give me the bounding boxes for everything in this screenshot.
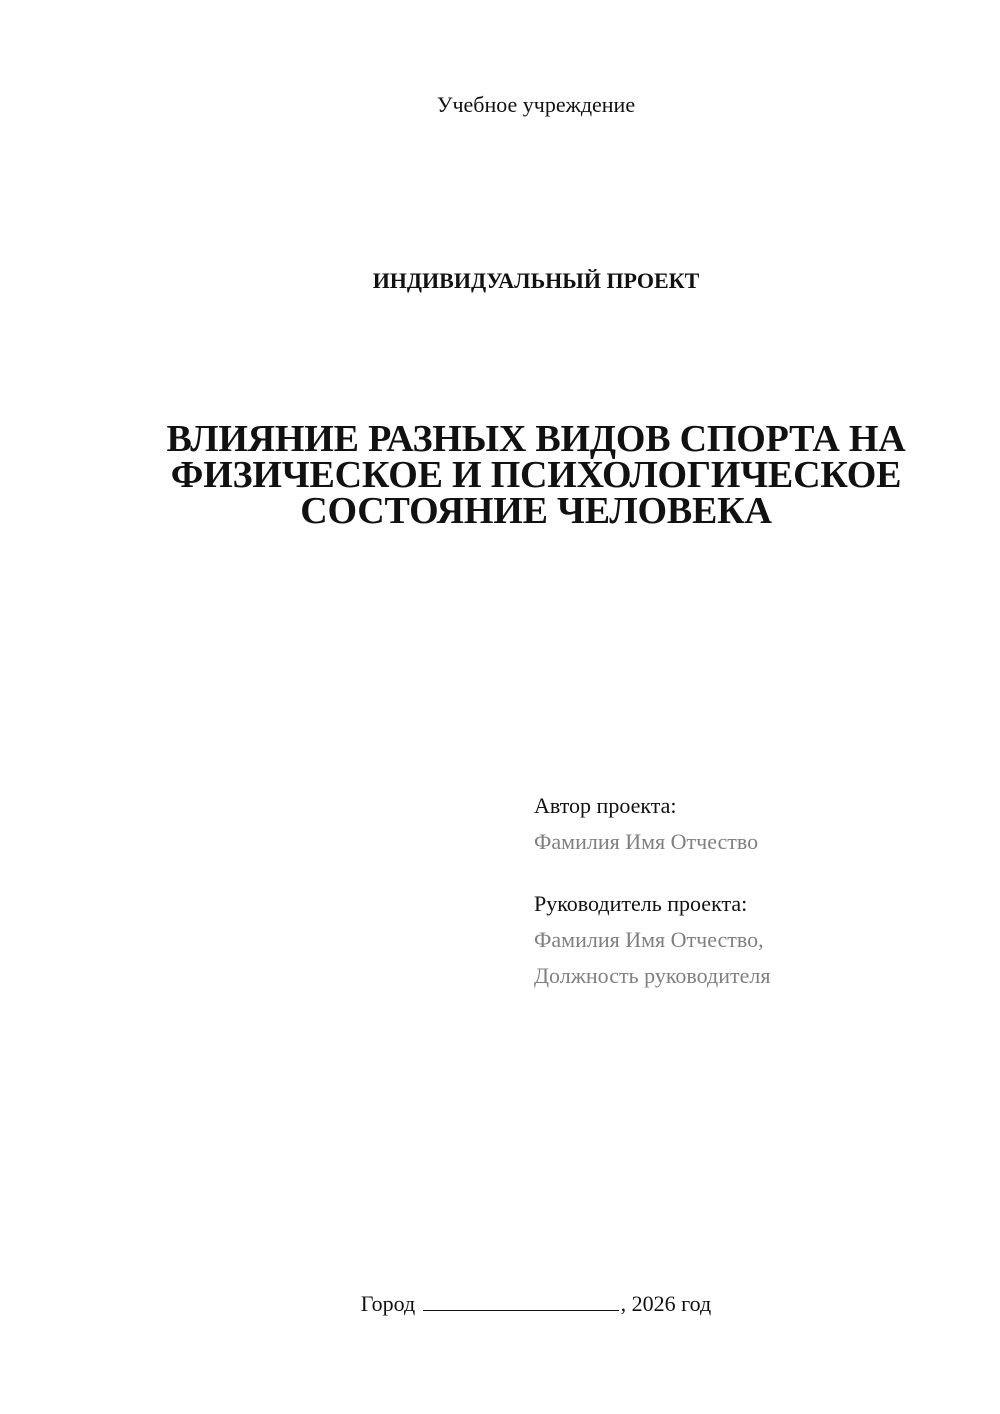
author-name-placeholder: Фамилия Имя Отчество [534, 829, 759, 854]
year-text: , 2026 год [620, 1291, 712, 1316]
credits-spacer [534, 860, 974, 886]
city-blank-line [423, 1292, 619, 1311]
footer-city-year [0, 1290, 1000, 1318]
project-title-line-2: ФИЗИЧЕСКОЕ И ПСИХОЛОГИЧЕСКОЕ [170, 454, 902, 496]
credits-block [534, 788, 974, 994]
supervisor-name-placeholder: Фамилия Имя Отчество, [534, 927, 764, 952]
institution-name: Учебное учреждение [436, 92, 636, 117]
project-title [100, 418, 972, 532]
project-title-line-3: СОСТОЯНИЕ ЧЕЛОВЕКА [300, 490, 772, 532]
supervisor-label: Руководитель проекта: [534, 891, 748, 916]
supervisor-position-placeholder: Должность руководителя [534, 963, 771, 988]
author-label: Автор проекта: [534, 793, 677, 818]
city-label: Город [360, 1291, 416, 1316]
document-type: ИНДИВИДУАЛЬНЫЙ ПРОЕКТ [372, 268, 700, 293]
project-title-line-1: ВЛИЯНИЕ РАЗНЫХ ВИДОВ СПОРТА НА [166, 418, 906, 460]
